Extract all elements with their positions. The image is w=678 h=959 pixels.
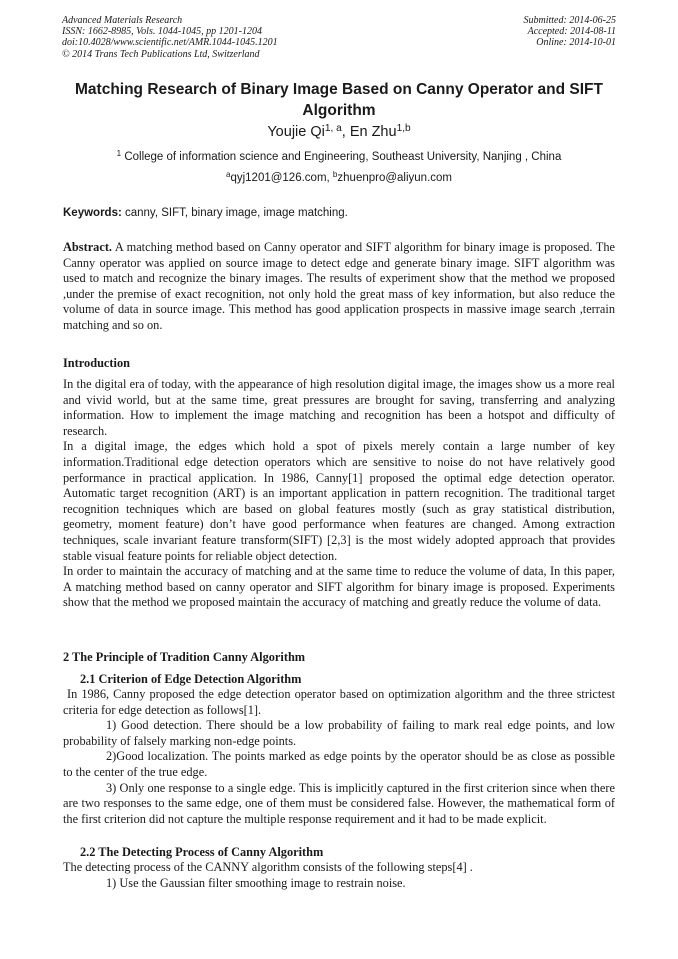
subsection-heading-2-2: 2.2 The Detecting Process of Canny Algorithm [80, 845, 324, 859]
keywords [63, 205, 615, 221]
journal-copyright: © 2014 Trans Tech Publications Ltd, Switzerland [62, 48, 260, 60]
submitted-date: Submitted: 2014-06-25 [523, 15, 616, 26]
submission-dates [524, 15, 617, 49]
authors-line [0, 122, 678, 142]
affiliation [0, 149, 678, 165]
paragraph: The detecting process of the CANNY algorithm consists of the following steps[4] . [63, 860, 473, 874]
author-affil-mark: 1, a [324, 123, 342, 135]
section-heading-2: 2 The Principle of Tradition Canny Algorithm [63, 650, 306, 664]
abstract-text: A matching method based on Canny operator and SIFT algorithm for binary image is proposed. The Canny operator was applied on source image to detect edge and generate binary image. SIFT algorithm was used to match and recognize the binary images. The results of experiment show that the method we proposed ,under the premise of exact recognition, not only hold the great mass of key information, but also reduce the volume of data in source image. This method has good application prospects in massive image search ,terrain matching and so on. [63, 240, 615, 332]
step-item: 1) Use the Gaussian filter smoothing image to restrain noise. [106, 875, 406, 890]
author-separator: , [341, 124, 350, 140]
author-emails [0, 170, 678, 186]
abstract [63, 240, 615, 334]
email-link[interactable]: qyj1201@126.com [230, 172, 327, 184]
email-separator: , [326, 172, 333, 184]
keywords-text: canny, SIFT, binary image, image matching. [121, 207, 348, 219]
criterion-item: 1) Good detection. There should be a low probability of failing to mark real edge points, and low probability of falsely marking non-edge points. [63, 718, 615, 748]
email-link[interactable]: zhuenpro@aliyun.com [337, 172, 453, 184]
affiliation-mark: 1 [116, 149, 122, 159]
abstract-paragraph [63, 240, 615, 334]
online-date: Online: 2014-10-01 [536, 37, 616, 49]
abstract-label: Abstract. [63, 240, 113, 254]
paper-title: Matching Research of Binary Image Based on Canny Operator and SIFT Algorithm [75, 81, 603, 119]
email-mark: b [332, 170, 338, 180]
paragraph: In a digital image, the edges which hold a spot of pixels merely contain a large number of key information.Traditional edge detection operators which are sensitive to noise do not have relatively good performance in practical application. In 1986, Canny[1] proposed the optimal edge detection operator. Automatic target recognition (ART) is an important application in pattern recognition. The traditional target recognition techniques which are based on global features mostly (such as gray statistical distribution, geometry, moment feature) don’t have good performance when features are changed. Among extraction techniques, scale invariant feature transform(SIFT) [2,3] is the most widely adopted approach that provides stable visual feature points for reliable object detection. [63, 439, 615, 563]
journal-issn: ISSN: 1662-8985, Vols. 1044-1045, pp 1201-1204 [62, 26, 262, 38]
author-name: Youjie Qi [267, 124, 325, 140]
criterion-item: 2)Good localization. The points marked as edge points by the operator should be as close as possible to the center of the true edge. [63, 749, 615, 779]
subsection-heading-2-1: 2.1 Criterion of Edge Detection Algorithm [80, 672, 302, 686]
journal-info [62, 15, 278, 60]
journal-doi: doi:10.4028/www.scientific.net/AMR.1044-1045.1201 [62, 37, 278, 49]
affiliation-text: College of information science and Engineering, Southeast University, Nanjing , China [121, 151, 562, 163]
author-affil-mark: 1,b [396, 123, 411, 135]
paragraph: In the digital era of today, with the appearance of high resolution digital image, the images show us a more real and vivid world, but at the same time, great pressures are brought for saving, transferring and analyzing information. How to implement the image matching and recognition has been a hotspot and difficulty of research. [63, 377, 615, 438]
subsection-2-1-body [63, 687, 615, 827]
introduction-body [63, 377, 615, 611]
paragraph: In 1986, Canny proposed the edge detection operator based on optimization algorithm and the three strictest criteria for edge detection as follows[1]. [63, 687, 615, 717]
email-mark: a [225, 170, 231, 180]
subsection-2-2-body [63, 860, 615, 891]
journal-name: Advanced Materials Research [62, 15, 183, 26]
keywords-label: Keywords: [63, 207, 122, 219]
criterion-item: 3) Only one response to a single edge. This is implicitly captured in the first criterion since when there are two responses to the same edge, one of them must be considered false. However, the mathematical form of the first criterion did not capture the multiple response requirement and it had to be made explicit. [63, 780, 615, 826]
author-name: En Zhu [349, 124, 397, 140]
paragraph: In order to maintain the accuracy of matching and at the same time to reduce the volume of data, In this paper, A matching method based on canny operator and SIFT algorithm for binary image is proposed. Experiments show that the method we proposed maintain the accuracy of matching and greatly reduce the volume of data. [63, 564, 615, 610]
section-heading-introduction: Introduction [63, 356, 130, 370]
accepted-date: Accepted: 2014-08-11 [527, 26, 616, 38]
